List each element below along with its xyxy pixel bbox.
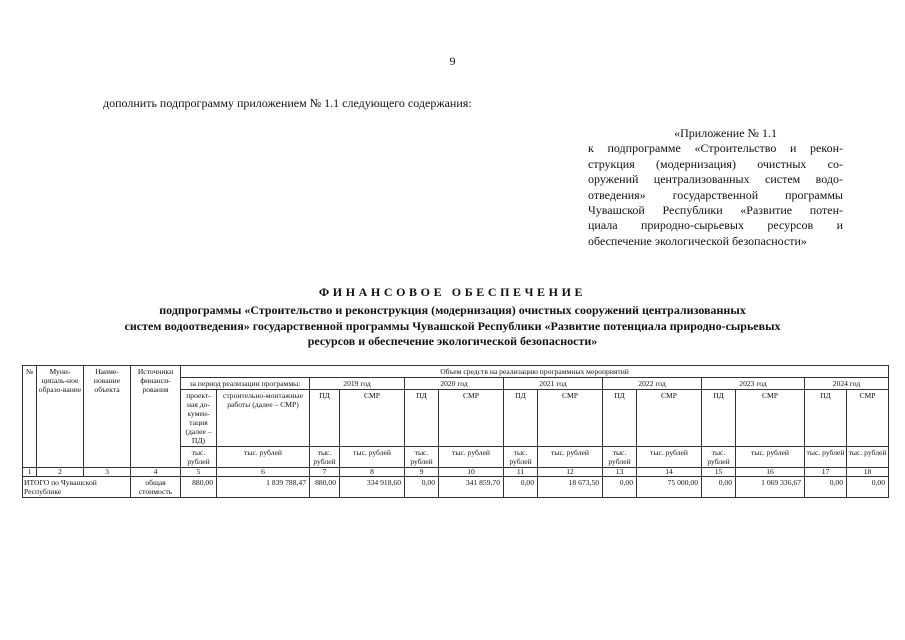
total-value: 18 673,50 (538, 477, 603, 498)
total-value: 0,00 (847, 477, 889, 498)
header-smr: СМР (736, 390, 805, 447)
total-row (23, 477, 889, 498)
appendix-line: отведения» государственной программы (588, 187, 843, 202)
unit-cell: тыс. рублей (181, 447, 217, 468)
header-smr: СМР (538, 390, 603, 447)
header-smr: СМР (637, 390, 702, 447)
column-number: 9 (405, 468, 439, 477)
financing-table (22, 365, 889, 498)
unit-cell: тыс. рублей (637, 447, 702, 468)
appendix-line: к подпрограмме «Строительство и рекон- (588, 141, 843, 156)
total-value: 1 069 336,67 (736, 477, 805, 498)
column-number: 17 (805, 468, 847, 477)
column-number: 2 (37, 468, 84, 477)
total-source: общая стоимость (131, 477, 181, 498)
column-number: 12 (538, 468, 603, 477)
column-number: 6 (217, 468, 310, 477)
column-number: 10 (439, 468, 504, 477)
intro-text: дополнить подпрограмму приложением № 1.1 следующего содержания: (103, 96, 472, 110)
header-municipality: Муни-ципаль-ное образо-вание (37, 366, 84, 468)
total-value: 341 859,70 (439, 477, 504, 498)
header-pd: ПД (504, 390, 538, 447)
header-year: 2022 год (603, 378, 702, 390)
appendix-line: циала природно-сырьевых ресурсов и (588, 218, 843, 233)
column-number: 3 (84, 468, 131, 477)
unit-cell: тыс. рублей (439, 447, 504, 468)
total-value: 75 000,00 (637, 477, 702, 498)
unit-cell: тыс. рублей (217, 447, 310, 468)
unit-cell: тыс. рублей (603, 447, 637, 468)
header-design-doc: проект-ная до-кумен-тация (далее – ПД) (181, 390, 217, 447)
column-number: 4 (131, 468, 181, 477)
appendix-line: обеспечение экологической безопасности» (588, 233, 807, 248)
header-year: 2023 год (702, 378, 805, 390)
total-value: 0,00 (702, 477, 736, 498)
column-number: 15 (702, 468, 736, 477)
column-number: 11 (504, 468, 538, 477)
unit-cell: тыс. рублей (736, 447, 805, 468)
total-value: 1 839 788,47 (217, 477, 310, 498)
total-value: 334 918,60 (340, 477, 405, 498)
appendix-line: оружений централизованных систем водо- (588, 172, 843, 187)
header-pd: ПД (405, 390, 439, 447)
header-smr: СМР (340, 390, 405, 447)
document-heading: ФИНАНСОВОЕ ОБЕСПЕЧЕНИЕ (318, 285, 587, 299)
subheading-line: ресурсов и обеспечение экологической безопасности» (307, 334, 598, 348)
total-value: 0,00 (805, 477, 847, 498)
column-number: 14 (637, 468, 702, 477)
unit-cell: тыс. рублей (805, 447, 847, 468)
header-pd: ПД (702, 390, 736, 447)
column-number-row (23, 468, 889, 477)
header-period: за период реализации программы: (181, 378, 310, 390)
header-volume: Объем средств на реализацию программных мероприятий (181, 366, 889, 378)
unit-cell: тыс. рублей (405, 447, 439, 468)
header-year: 2019 год (310, 378, 405, 390)
page-number: 9 (449, 54, 456, 68)
unit-cell: тыс. рублей (504, 447, 538, 468)
total-value: 0,00 (504, 477, 538, 498)
total-value: 0,00 (603, 477, 637, 498)
column-number: 7 (310, 468, 340, 477)
total-label: ИТОГО по Чувашской Республике (23, 477, 131, 498)
appendix-reference (588, 126, 843, 249)
column-number: 1 (23, 468, 37, 477)
unit-cell: тыс. рублей (538, 447, 603, 468)
unit-cell: тыс. рублей (340, 447, 405, 468)
header-pd: ПД (310, 390, 340, 447)
column-number: 13 (603, 468, 637, 477)
document-subheading (0, 303, 905, 350)
subheading-line: систем водоотведения» государственной программы Чувашской Республики «Развитие потенциала природно-сырьевых (124, 318, 781, 333)
header-pd: ПД (805, 390, 847, 447)
unit-cell: тыс. рублей (310, 447, 340, 468)
header-construction: строительно-монтажные работы (далее – СМР) (217, 390, 310, 447)
header-number: № (23, 366, 37, 468)
column-number: 18 (847, 468, 889, 477)
unit-cell: тыс. рублей (702, 447, 736, 468)
total-value: 880,00 (181, 477, 217, 498)
subheading-line: подпрограммы «Строительство и реконструкция (модернизация) очистных сооружений централизованных (159, 303, 746, 317)
header-year: 2024 год (805, 378, 889, 390)
appendix-line: Чувашской Республики «Развитие потен- (588, 203, 843, 218)
unit-cell: тыс. рублей (847, 447, 889, 468)
header-year: 2020 год (405, 378, 504, 390)
header-year: 2021 год (504, 378, 603, 390)
header-object: Наиме-нование объекта (84, 366, 131, 468)
total-value: 880,00 (310, 477, 340, 498)
header-smr: СМР (847, 390, 889, 447)
column-number: 5 (181, 468, 217, 477)
appendix-line: «Приложение № 1.1 (674, 126, 777, 140)
header-source: Источники финанси-рования (131, 366, 181, 468)
header-smr: СМР (439, 390, 504, 447)
column-number: 8 (340, 468, 405, 477)
appendix-line: струкция (модернизация) очистных со- (588, 156, 843, 171)
header-pd: ПД (603, 390, 637, 447)
column-number: 16 (736, 468, 805, 477)
total-value: 0,00 (405, 477, 439, 498)
